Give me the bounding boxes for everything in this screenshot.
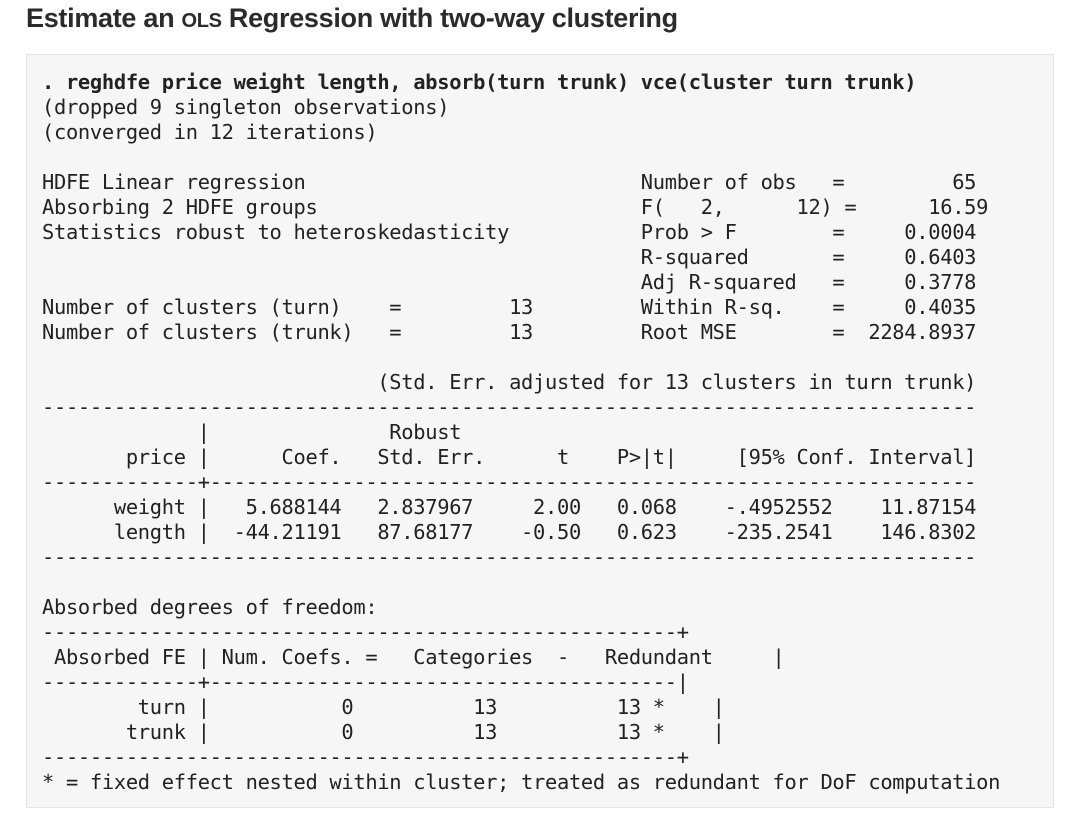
title-after: Regression with two-way clustering [221,3,678,33]
output-line: turn | 0 13 13 * | [42,695,725,719]
output-line: -----------------------------------------------------+ [42,620,689,644]
output-line: -------------+---------------------------------------| [42,670,689,694]
command-line: . reghdfe price weight length, absorb(turn trunk) vce(cluster turn trunk) [42,70,917,94]
output-line: length | -44.21191 87.68177 -0.50 0.623 -235.2541 146.8302 [42,520,977,544]
page-title [26,0,678,36]
output-line: ------------------------------------------------------------------------------ [42,545,977,569]
output-line: (converged in 12 iterations) [42,120,378,144]
output-line: Absorbing 2 HDFE groups F( 2, 12) = 16.59 [42,195,989,219]
stata-output [42,70,1000,795]
output-line: Statistics robust to heteroskedasticity Prob > F = 0.0004 [42,220,977,244]
output-line: HDFE Linear regression Number of obs = 65 [42,170,977,194]
output-line: (Std. Err. adjusted for 13 clusters in turn trunk) [42,370,977,394]
output-line: trunk | 0 13 13 * | [42,720,725,744]
output-line: weight | 5.688144 2.837967 2.00 0.068 -.4952552 11.87154 [42,495,977,519]
output-line: Absorbed FE | Num. Coefs. = Categories - Redundant | [42,645,785,669]
output-line: Number of clusters (trunk) = 13 Root MSE = 2284.8937 [42,320,977,344]
output-line: ------------------------------------------------------------------------------ [42,395,977,419]
output-line: (dropped 9 singleton observations) [42,95,450,119]
title-before: Estimate an [26,3,182,33]
output-line: Adj R-squared = 0.3778 [42,270,977,294]
output-line: Absorbed degrees of freedom: [42,595,378,619]
output-line: price | Coef. Std. Err. t P>|t| [95% Conf. Interval] [42,445,977,469]
title-acronym: ols [181,2,222,34]
output-line: | Robust [42,420,462,444]
output-line: Number of clusters (turn) = 13 Within R-sq. = 0.4035 [42,295,977,319]
output-line: -----------------------------------------------------+ [42,745,689,769]
output-line: * = fixed effect nested within cluster; treated as redundant for DoF computation [42,770,1001,794]
output-line: R-squared = 0.6403 [42,245,977,269]
output-line: -------------+---------------------------------------------------------------- [42,470,977,494]
